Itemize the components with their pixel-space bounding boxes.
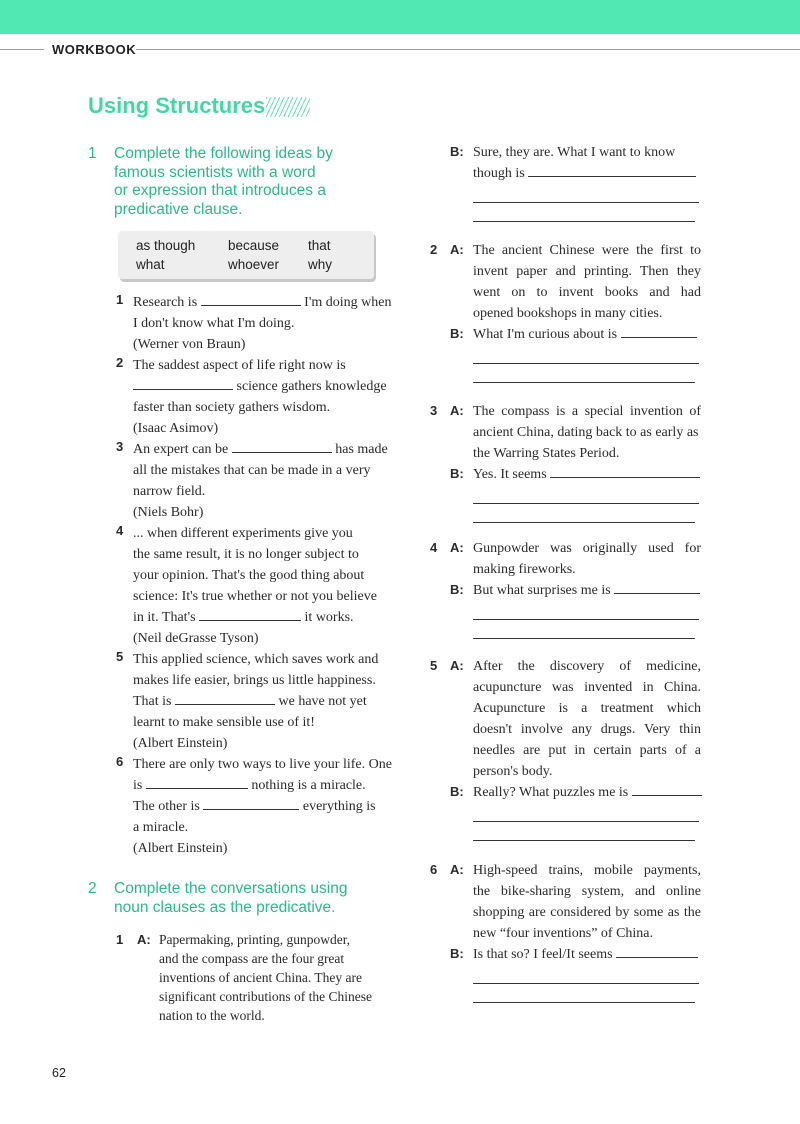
speaker-a-label: A: (450, 862, 464, 877)
dialogue-line: person's body. (473, 764, 553, 779)
word-bank-item: as though (136, 238, 196, 253)
answer-blank[interactable] (473, 969, 699, 984)
dialogue-line: new “four inventions” of China. (473, 926, 654, 941)
exercise-1-item (116, 649, 386, 754)
item-text: nothing is a miracle. (251, 778, 366, 793)
section-title: Using Structures (88, 93, 266, 118)
item-text: There are only two ways to live your life. One (133, 757, 392, 772)
exercise-2-number: 2 (88, 880, 97, 897)
item-text: your opinion. That's the good thing about (133, 568, 365, 583)
dialogue-line: acupuncture was invented in China. (473, 680, 701, 695)
item-text: in it. That's (133, 610, 196, 625)
item-source: (Albert Einstein) (133, 841, 228, 856)
dialogue-line: Papermaking, printing, gunpowder, (159, 932, 351, 947)
dialogue-line: High-speed trains, mobile payments, (473, 863, 701, 878)
item-text: The saddest aspect of life right now is (133, 358, 346, 373)
answer-blank[interactable] (232, 439, 332, 453)
item-source: (Niels Bohr) (133, 505, 204, 520)
answer-blank[interactable] (473, 988, 695, 1003)
word-bank-box (118, 231, 374, 279)
conversation-number: 5 (430, 658, 438, 673)
dialogue-line: The compass is a special invention of (473, 404, 701, 419)
item-text: That is (133, 694, 172, 709)
speaker-a-label: A: (450, 658, 464, 673)
speaker-a-label: A: (450, 540, 464, 555)
dialogue-line: Gunpowder was originally used for (473, 541, 701, 556)
speaker-b-label: B: (450, 144, 464, 159)
word-bank-item: that (308, 238, 331, 253)
conversation-number: 4 (430, 540, 438, 555)
dialogue-line: and the compass are the four great (159, 951, 345, 966)
dialogue-line: Is that so? I feel/It seems (473, 947, 613, 962)
header-rule (136, 49, 800, 50)
answer-blank[interactable] (473, 368, 695, 383)
item-text: I'm doing when (304, 295, 392, 310)
item-text: faster than society gathers wisdom. (133, 400, 331, 415)
item-source: (Werner von Braun) (133, 337, 246, 352)
item-text: learnt to make sensible use of it! (133, 715, 315, 730)
answer-blank[interactable] (199, 607, 301, 621)
answer-blank[interactable] (473, 489, 699, 504)
word-bank-item: whoever (228, 257, 280, 272)
answer-blank[interactable] (614, 580, 700, 594)
item-text: all the mistakes that can be made in a very (133, 463, 371, 478)
dialogue-line: Sure, they are. What I want to know (473, 145, 676, 160)
exercise-1-number: 1 (88, 145, 97, 162)
speaker-a-label: A: (137, 932, 151, 947)
answer-blank[interactable] (175, 691, 275, 705)
dialogue-line: shopping are considered by some as the (473, 905, 701, 920)
speaker-a-label: A: (450, 242, 464, 257)
dialogue-line: though is (473, 166, 525, 181)
exercise-1-instructions (114, 145, 333, 219)
item-text: This applied science, which saves work and (133, 652, 379, 667)
speaker-b-label: B: (450, 784, 464, 799)
speaker-b-label: B: (450, 946, 464, 961)
dialogue-line: inventions of ancient China. They are (159, 970, 362, 985)
item-source: (Neil deGrasse Tyson) (133, 631, 259, 646)
answer-blank[interactable] (133, 376, 233, 390)
word-bank-item: because (228, 238, 280, 253)
item-text: science gathers knowledge (236, 379, 387, 394)
answer-blank[interactable] (473, 605, 699, 620)
dialogue-line: Really? What puzzles me is (473, 785, 629, 800)
exercise-1-title-line: predicative clause. (114, 200, 243, 218)
item-text: narrow field. (133, 484, 206, 499)
dialogue-line: What I'm curious about is (473, 327, 618, 342)
conversation-number: 1 (116, 932, 124, 947)
dialogue-line: the bike-sharing system, and online (473, 884, 701, 899)
item-text: has made (335, 442, 388, 457)
item-text: science: It's true whether or not you believe (133, 589, 377, 604)
answer-blank[interactable] (201, 292, 301, 306)
dialogue-line: ancient China, dating back to as early as (473, 425, 699, 440)
exercise-1-title-line: Complete the following ideas by (114, 145, 333, 162)
dialogue-line: But what surprises me is (473, 583, 611, 598)
exercise-1-item (116, 523, 386, 649)
item-text: makes life easier, brings us little happiness. (133, 673, 376, 688)
answer-blank[interactable] (616, 944, 698, 958)
dialogue-line: The ancient Chinese were the first to (473, 243, 701, 258)
exercise-1-item (116, 754, 392, 859)
item-text: The other is (133, 799, 200, 814)
answer-blank[interactable] (621, 324, 697, 338)
speaker-b-label: B: (450, 582, 464, 597)
item-source: (Albert Einstein) (133, 736, 228, 751)
speaker-b-label: B: (450, 466, 464, 481)
answer-blank[interactable] (146, 775, 248, 789)
answer-blank[interactable] (473, 624, 695, 639)
dialogue-line: invent paper and printing. Then they (473, 264, 701, 279)
exercise-1-item (116, 292, 392, 355)
workbook-label: WORKBOOK (52, 42, 137, 57)
answer-blank[interactable] (528, 163, 696, 177)
answer-blank[interactable] (632, 782, 702, 796)
top-color-band (0, 0, 800, 34)
item-number: 1 (116, 292, 124, 307)
conversation-number: 3 (430, 403, 438, 418)
answer-blank[interactable] (473, 349, 699, 364)
item-text: we have not yet (278, 694, 367, 709)
item-number: 2 (116, 355, 124, 370)
item-text: a miracle. (133, 820, 189, 835)
item-text: everything is (302, 799, 376, 814)
item-text: Research is (133, 295, 198, 310)
exercise-1-title-line: famous scientists with a word (114, 163, 316, 181)
speaker-b-label: B: (450, 326, 464, 341)
item-number: 3 (116, 439, 124, 454)
word-bank-item: what (136, 257, 165, 272)
dialogue-line: the Warring States Period. (473, 446, 620, 461)
dialogue-line: nation to the world. (159, 1008, 265, 1023)
item-number: 5 (116, 649, 124, 664)
exercise-1-title-line: or expression that introduces a (114, 182, 326, 199)
answer-blank[interactable] (473, 807, 699, 822)
answer-blank[interactable] (473, 508, 695, 523)
dialogue-line: making fireworks. (473, 562, 576, 577)
dialogue-line: opened bookshops in many cities. (473, 306, 663, 321)
answer-blank[interactable] (203, 796, 299, 810)
page-number: 62 (52, 1066, 66, 1080)
dialogue-line: After the discovery of medicine, (473, 659, 701, 674)
item-text: ... when different experiments give you (133, 526, 353, 541)
dialogue-line: doesn't involve any drugs. Very thin (473, 722, 701, 737)
exercise-1-item (116, 439, 386, 523)
conversation-number: 2 (430, 242, 438, 257)
dialogue-line: went on to invent books and had (473, 285, 701, 300)
dialogue-line: Yes. It seems (473, 467, 547, 482)
header-rule-left (0, 49, 44, 50)
dialogue-line: needles are put in certain parts of a (473, 743, 701, 758)
item-source: (Isaac Asimov) (133, 421, 219, 436)
item-number: 6 (116, 754, 124, 769)
item-number: 4 (116, 523, 124, 538)
title-hatch-decoration (266, 97, 310, 117)
item-text: An expert can be (133, 442, 229, 457)
item-text: is (133, 778, 143, 793)
exercise-2-title-line: noun clauses as the predicative. (114, 898, 336, 916)
exercise-1-items (116, 292, 392, 859)
answer-blank[interactable] (550, 464, 700, 478)
dialogue-line: significant contributions of the Chinese (159, 989, 372, 1004)
conversation-number: 6 (430, 862, 438, 877)
answer-blank[interactable] (473, 826, 695, 841)
answer-blank[interactable] (473, 207, 695, 222)
speaker-a-label: A: (450, 403, 464, 418)
item-text: it works. (304, 610, 354, 625)
item-text: I don't know what I'm doing. (133, 316, 295, 331)
word-bank-item: why (308, 257, 333, 272)
item-text: the same result, it is no longer subject to (133, 547, 359, 562)
exercise-1-item (116, 355, 386, 439)
dialogue-line: Acupuncture is a treatment which (473, 701, 701, 716)
answer-blank[interactable] (473, 188, 699, 203)
exercise-2-instructions (114, 880, 348, 917)
exercise-2-title-line: Complete the conversations using (114, 880, 348, 897)
